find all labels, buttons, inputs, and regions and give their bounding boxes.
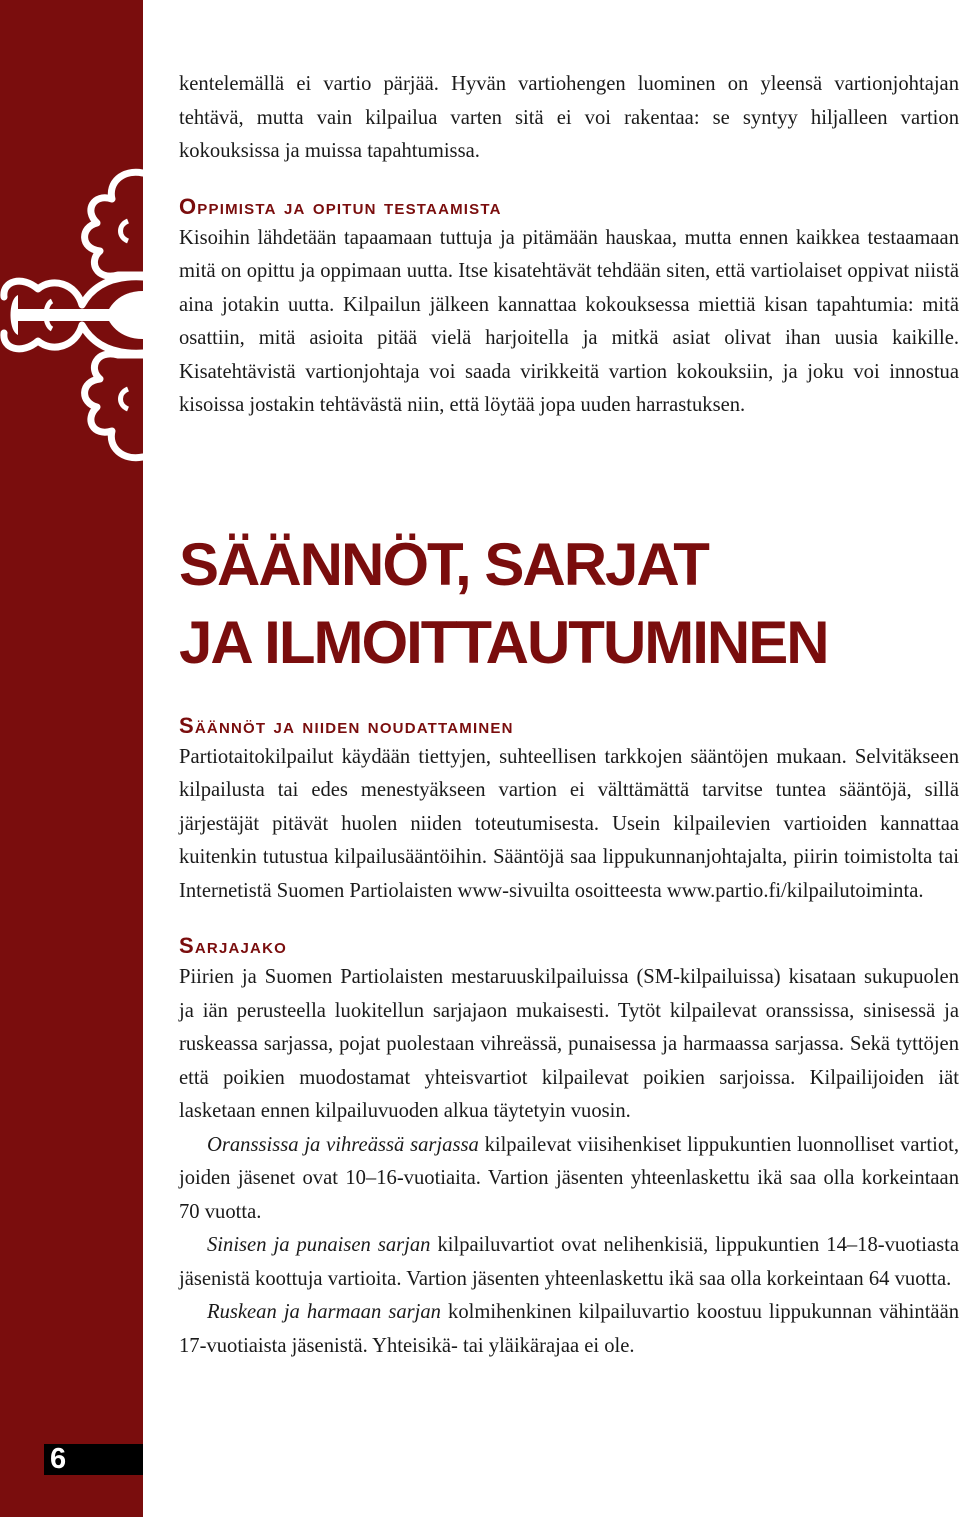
chapter-title-line2: JA ILMOITTAUTUMINEN bbox=[179, 608, 828, 676]
section-heading-saannot: Säännöt ja niiden noudattaminen bbox=[179, 712, 514, 738]
intro-paragraph: kentelemällä ei vartio pärjää. Hyvän vartiohengen luominen on yleensä vartionjohtajan tehtävä, mutta vain kilpailua varten sitä ei voi rakentaa: se syntyy hiljalleen vartion kokouksissa ja muissa tapahtumissa. bbox=[179, 73, 959, 162]
series-name-oranssi-vihrea: Oranssissa ja vihreässä sarjassa bbox=[207, 1133, 479, 1156]
sarjajako-paragraph-2 bbox=[179, 1129, 959, 1230]
paragraph-3-text: kilpailuvartiot ovat nelihenkisiä, lippukuntien 14–18-vuotiasta jäsenistä koottuja vartioita. Vartion jäsenten yhteenlaskettu ikä saa olla korkeintaan 64 vuotta. bbox=[179, 1234, 959, 1290]
saannot-paragraph: Partiotaitokilpailut käydään tiettyjen, suhteellisen tarkkojen sääntöjen mukaan. Selvitäkseen kilpailusta tai edes menestyäkseen vartion ei välttämättä tarvitse tuntea sääntöjä, sillä järjestäjät pitävät huolen niiden toteutumisesta. Usein kilpailevien vartioiden kannattaa kuitenkin tutustua kilpailusääntöihin. Sääntöjä saa lippukunnanjohtajalta, piirin toimistolta tai Internetistä Suomen Partiolaisten www-sivuilta osoitteesta www.partio.fi/kilpailutoiminta. bbox=[179, 745, 959, 902]
series-name-ruskea-harmaa: Ruskean ja harmaan sarjan bbox=[207, 1301, 441, 1323]
paragraph-4-text: kolmihenkinen kilpailuvartio koostuu lippukunnan vähintään 17-vuotiaista jäsenistä. Yhteisikä- tai yläikärajaa ei ole. bbox=[179, 1301, 960, 1357]
sarjajako-paragraph-4 bbox=[179, 1296, 959, 1363]
series-name-sininen-punainen: Sinisen ja punaisen sarjan bbox=[207, 1234, 431, 1256]
chapter-title-line1: SÄÄNNÖT, SARJAT bbox=[179, 530, 708, 598]
page-number: 6 bbox=[44, 1444, 143, 1475]
fleur-de-lis-ornament-icon bbox=[0, 165, 143, 465]
section-heading-sarjajako: Sarjajako bbox=[179, 933, 287, 958]
sarjajako-paragraph-1: Piirien ja Suomen Partiolaisten mestaruuskilpailuissa (SM-kilpailuissa) kisataan sukupuolen ja iän perusteella luokitellun sarjajaon mukaisesti. Tytöt kilpailevat oranssissa, sinisessä ja ruskeassa sarjassa, pojat puolestaan vihreässä, punaisessa ja harmaassa sarjassa. Sekä tyttöjen että poikien muodostamat yhteisvartiot kilpailevat poikien sarjoissa. Kilpailijoiden iät lasketaan ennen kilpailuvuoden alkua täytetyin vuosin. bbox=[179, 966, 959, 1122]
section-heading-oppimista: Oppimista ja opitun testaamista bbox=[179, 193, 502, 219]
paragraph-2-text: kilpailevat viisihenkiset lippukuntien luonnolliset vartiot, joiden jäsenet ovat 10–16-vuotiaita. Vartion jäsenten yhteenlaskettu ikä saa olla korkeintaan 70 vuotta. bbox=[179, 1133, 959, 1223]
main-content bbox=[179, 68, 959, 1363]
sarjajako-paragraph-3 bbox=[179, 1229, 959, 1296]
oppimista-paragraph: Kisoihin lähdetään tapaamaan tuttuja ja pitämään hauskaa, mutta ennen kaikkea testaamaan mitä on opittu ja oppimaan uutta. Itse kisatehtävät tehdään siten, että vartiolaiset oppivat niistä aina jotakin uutta. Kilpailun jälkeen kannattaa kokouksessa miettiä kisan tapahtumia: mitä osattiin, mitä asioita pitää vielä harjoitella ja mitkä asiat olivat ihan uusia kaikille. Kisatehtävistä vartionjohtaja voi saada virikkeitä vartion kokouksiin, ja joku voi innostua kisoissa jostakin tehtävästä niin, että löytää jopa uuden harrastuksen. bbox=[179, 226, 959, 416]
chapter-title bbox=[179, 526, 959, 682]
sidebar-band bbox=[0, 0, 143, 1517]
